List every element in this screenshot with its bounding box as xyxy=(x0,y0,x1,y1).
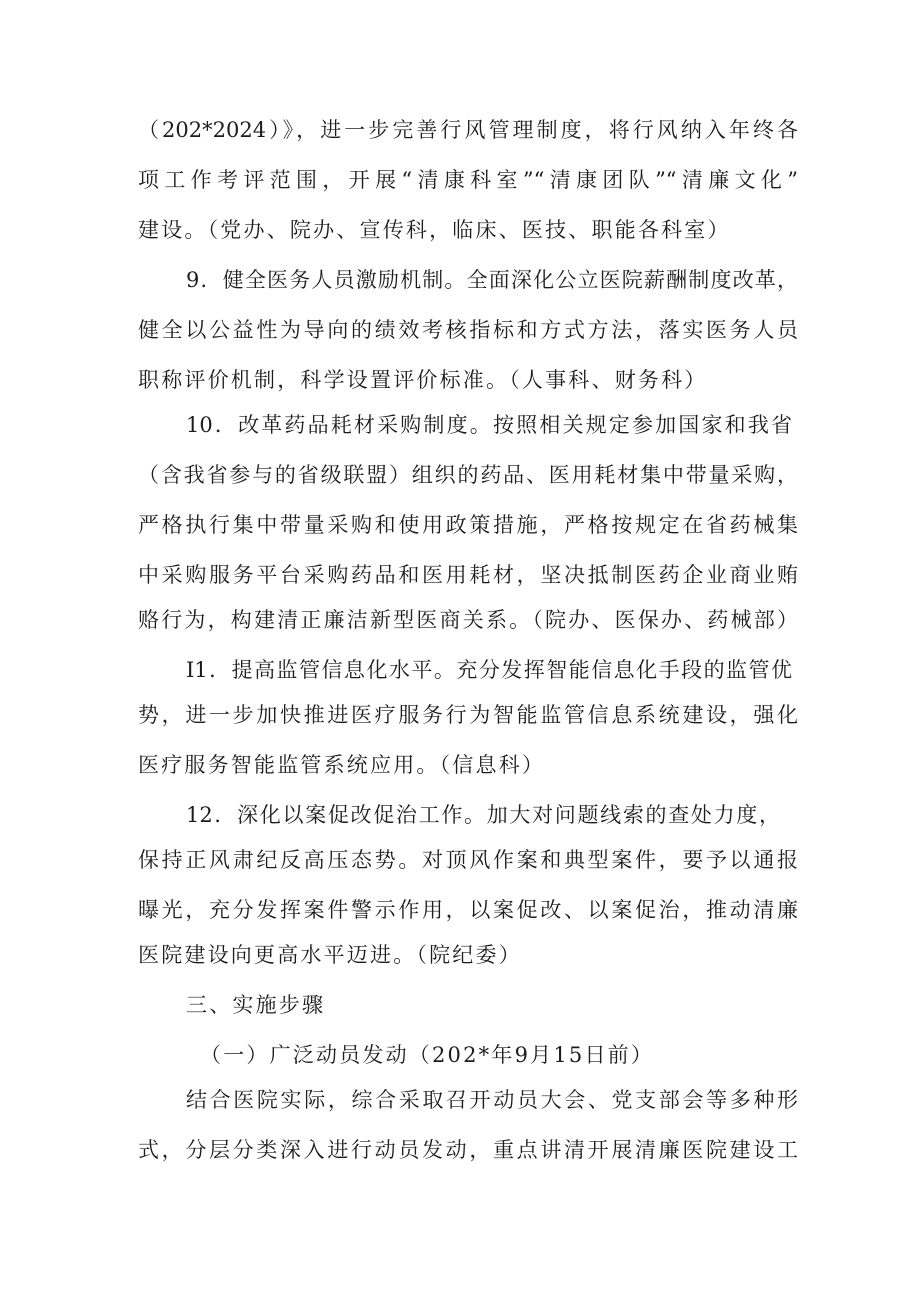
text-line: 职称评价机制，科学设置评价标准。（人事科、财务科） xyxy=(138,368,708,392)
text-line: 严格执行集中带量采购和使用政策措施，严格按规定在省药械集 xyxy=(138,513,798,537)
subsection-heading: （一）广泛动员发动（202*年9月15日前） xyxy=(200,1043,655,1067)
text-line: 建设。（党办、院办、宣传科，临床、医技、职能各科室） xyxy=(138,218,731,242)
text-line: （含我省参与的省级联盟）组织的药品、医用耗材集中带量采购， xyxy=(138,463,798,487)
text-line: 曝光，充分发挥案件警示作用，以案促改、以案促治，推动清廉 xyxy=(138,898,798,922)
paragraph-first-line: 10．改革药品耗材采购制度。按照相关规定参加国家和我省 xyxy=(186,413,792,437)
text-line: 医院建设向更高水平迈进。（院纪委） xyxy=(138,943,522,967)
text-line: （202*2024）》，进一步完善行风管理制度，将行风纳入年终各 xyxy=(138,118,798,142)
text-line: 式，分层分类深入进行动员发动，重点讲清开展清廉医院建设工 xyxy=(138,1138,798,1162)
paragraph-first-line: I1．提高监管信息化水平。充分发挥智能信息化手段的监管优 xyxy=(186,658,792,682)
text-line: 势，进一步加快推进医疗服务行为智能监管信息系统建设，强化 xyxy=(138,703,798,727)
text-line: 健全以公益性为导向的绩效考核指标和方式方法，落实医务人员 xyxy=(138,318,798,342)
text-line: 项工作考评范围，开展“清康科室”“清康团队”“清廉文化” xyxy=(138,168,798,192)
text-line: 中采购服务平台采购药品和医用耗材，坚决抵制医药企业商业贿 xyxy=(138,563,798,587)
text-line: 医疗服务智能监管系统应用。（信息科） xyxy=(138,753,546,777)
paragraph-first-line: 12．深化以案促改促治工作。加大对问题线索的查处力度， xyxy=(186,803,780,827)
text-line: 赂行为，构建清正廉洁新型医商关系。（院办、医保办、药械部） xyxy=(138,608,798,632)
paragraph-first-line: 结合医院实际，综合采取召开动员大会、党支部会等多种形 xyxy=(186,1088,798,1112)
text-line: 保持正风肃纪反高压态势。对顶风作案和典型案件，要予以通报 xyxy=(138,848,798,872)
section-heading: 三、实施步骤 xyxy=(186,993,326,1017)
paragraph-first-line: 9．健全医务人员激励机制。全面深化公立医院薪酬制度改革， xyxy=(186,268,798,292)
